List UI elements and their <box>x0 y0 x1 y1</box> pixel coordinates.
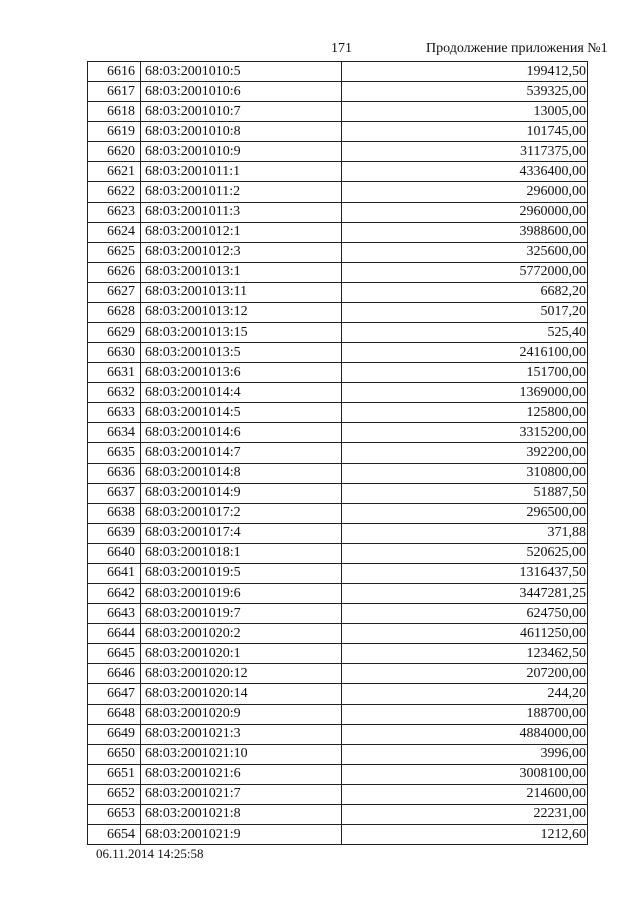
table-row <box>88 82 588 102</box>
row-number-cell: 6640 <box>88 543 141 563</box>
cadastral-value-cell: 4611250,00 <box>342 624 588 644</box>
cadastral-value-cell: 2960000,00 <box>342 202 588 222</box>
cadastral-number-cell: 68:03:2001014:4 <box>141 383 342 403</box>
row-number-cell: 6645 <box>88 644 141 664</box>
table-row <box>88 162 588 182</box>
row-number-cell: 6642 <box>88 584 141 604</box>
cadastral-number-cell: 68:03:2001014:6 <box>141 423 342 443</box>
cadastral-number-cell: 68:03:2001013:15 <box>141 323 342 343</box>
cadastral-number-cell: 68:03:2001021:10 <box>141 744 342 764</box>
table-row <box>88 463 588 483</box>
cadastral-value-cell: 1316437,50 <box>342 563 588 583</box>
table-row <box>88 262 588 282</box>
cadastral-number-cell: 68:03:2001017:2 <box>141 503 342 523</box>
table-row <box>88 443 588 463</box>
print-timestamp: 06.11.2014 14:25:58 <box>96 846 204 861</box>
cadastral-value-cell: 101745,00 <box>342 122 588 142</box>
cadastral-value-cell: 188700,00 <box>342 704 588 724</box>
table-row <box>88 824 588 844</box>
cadastral-value-table <box>87 61 588 845</box>
cadastral-value-cell: 5017,20 <box>342 302 588 322</box>
row-number-cell: 6654 <box>88 824 141 844</box>
cadastral-value-cell: 296500,00 <box>342 503 588 523</box>
cadastral-number-cell: 68:03:2001011:2 <box>141 182 342 202</box>
cadastral-value-cell: 525,40 <box>342 323 588 343</box>
cadastral-value-cell: 520625,00 <box>342 543 588 563</box>
continuation-note: Продолжение приложения №1 <box>426 41 608 56</box>
table-row <box>88 523 588 543</box>
row-number-cell: 6635 <box>88 443 141 463</box>
cadastral-value-cell: 151700,00 <box>342 363 588 383</box>
cadastral-number-cell: 68:03:2001010:8 <box>141 122 342 142</box>
row-number-cell: 6622 <box>88 182 141 202</box>
cadastral-value-cell: 3996,00 <box>342 744 588 764</box>
table-row <box>88 624 588 644</box>
cadastral-value-cell: 207200,00 <box>342 664 588 684</box>
table-row <box>88 503 588 523</box>
row-number-cell: 6646 <box>88 664 141 684</box>
cadastral-value-cell: 3315200,00 <box>342 423 588 443</box>
row-number-cell: 6636 <box>88 463 141 483</box>
cadastral-number-cell: 68:03:2001018:1 <box>141 543 342 563</box>
row-number-cell: 6619 <box>88 122 141 142</box>
cadastral-value-cell: 1369000,00 <box>342 383 588 403</box>
row-number-cell: 6644 <box>88 624 141 644</box>
cadastral-value-cell: 392200,00 <box>342 443 588 463</box>
row-number-cell: 6628 <box>88 302 141 322</box>
cadastral-value-cell: 13005,00 <box>342 102 588 122</box>
table-row <box>88 182 588 202</box>
row-number-cell: 6629 <box>88 323 141 343</box>
row-number-cell: 6639 <box>88 523 141 543</box>
table-row <box>88 744 588 764</box>
cadastral-number-cell: 68:03:2001013:11 <box>141 282 342 302</box>
cadastral-number-cell: 68:03:2001021:6 <box>141 764 342 784</box>
cadastral-number-cell: 68:03:2001021:7 <box>141 784 342 804</box>
row-number-cell: 6616 <box>88 62 141 82</box>
cadastral-number-cell: 68:03:2001013:6 <box>141 363 342 383</box>
table-row <box>88 222 588 242</box>
cadastral-number-cell: 68:03:2001012:1 <box>141 222 342 242</box>
table-row <box>88 724 588 744</box>
table-row <box>88 684 588 704</box>
table-row <box>88 704 588 724</box>
row-number-cell: 6638 <box>88 503 141 523</box>
table-row <box>88 122 588 142</box>
cadastral-value-cell: 4884000,00 <box>342 724 588 744</box>
cadastral-value-cell: 4336400,00 <box>342 162 588 182</box>
table-row <box>88 483 588 503</box>
row-number-cell: 6620 <box>88 142 141 162</box>
cadastral-value-cell: 125800,00 <box>342 403 588 423</box>
cadastral-number-cell: 68:03:2001021:9 <box>141 824 342 844</box>
cadastral-number-cell: 68:03:2001017:4 <box>141 523 342 543</box>
table-row <box>88 302 588 322</box>
table-row <box>88 784 588 804</box>
cadastral-value-cell: 22231,00 <box>342 804 588 824</box>
cadastral-value-cell: 624750,00 <box>342 604 588 624</box>
cadastral-value-cell: 325600,00 <box>342 242 588 262</box>
table-row <box>88 644 588 664</box>
cadastral-value-cell: 539325,00 <box>342 82 588 102</box>
cadastral-number-cell: 68:03:2001014:7 <box>141 443 342 463</box>
cadastral-number-cell: 68:03:2001010:6 <box>141 82 342 102</box>
cadastral-number-cell: 68:03:2001020:9 <box>141 704 342 724</box>
table-row <box>88 363 588 383</box>
row-number-cell: 6634 <box>88 423 141 443</box>
table-row <box>88 202 588 222</box>
cadastral-number-cell: 68:03:2001010:9 <box>141 142 342 162</box>
cadastral-number-cell: 68:03:2001014:5 <box>141 403 342 423</box>
cadastral-number-cell: 68:03:2001021:8 <box>141 804 342 824</box>
cadastral-number-cell: 68:03:2001013:5 <box>141 343 342 363</box>
table-row <box>88 584 588 604</box>
table-row <box>88 804 588 824</box>
row-number-cell: 6637 <box>88 483 141 503</box>
table-row <box>88 242 588 262</box>
cadastral-value-cell: 5772000,00 <box>342 262 588 282</box>
row-number-cell: 6641 <box>88 563 141 583</box>
row-number-cell: 6624 <box>88 222 141 242</box>
cadastral-value-cell: 3988600,00 <box>342 222 588 242</box>
cadastral-value-cell: 296000,00 <box>342 182 588 202</box>
cadastral-number-cell: 68:03:2001013:1 <box>141 262 342 282</box>
cadastral-value-cell: 3447281,25 <box>342 584 588 604</box>
table-row <box>88 323 588 343</box>
cadastral-number-cell: 68:03:2001011:1 <box>141 162 342 182</box>
table-row <box>88 664 588 684</box>
cadastral-value-cell: 244,20 <box>342 684 588 704</box>
table-row <box>88 142 588 162</box>
table-row <box>88 604 588 624</box>
cadastral-number-cell: 68:03:2001021:3 <box>141 724 342 744</box>
row-number-cell: 6618 <box>88 102 141 122</box>
table-row <box>88 102 588 122</box>
row-number-cell: 6627 <box>88 282 141 302</box>
row-number-cell: 6650 <box>88 744 141 764</box>
row-number-cell: 6625 <box>88 242 141 262</box>
table-row <box>88 563 588 583</box>
cadastral-number-cell: 68:03:2001020:1 <box>141 644 342 664</box>
cadastral-number-cell: 68:03:2001020:12 <box>141 664 342 684</box>
table-row <box>88 62 588 82</box>
row-number-cell: 6633 <box>88 403 141 423</box>
row-number-cell: 6648 <box>88 704 141 724</box>
cadastral-number-cell: 68:03:2001012:3 <box>141 242 342 262</box>
table-row <box>88 403 588 423</box>
cadastral-value-cell: 6682,20 <box>342 282 588 302</box>
cadastral-number-cell: 68:03:2001019:6 <box>141 584 342 604</box>
cadastral-number-cell: 68:03:2001020:2 <box>141 624 342 644</box>
cadastral-value-cell: 3008100,00 <box>342 764 588 784</box>
row-number-cell: 6649 <box>88 724 141 744</box>
row-number-cell: 6643 <box>88 604 141 624</box>
cadastral-number-cell: 68:03:2001014:9 <box>141 483 342 503</box>
cadastral-value-cell: 1212,60 <box>342 824 588 844</box>
cadastral-value-cell: 3117375,00 <box>342 142 588 162</box>
cadastral-value-cell: 51887,50 <box>342 483 588 503</box>
row-number-cell: 6651 <box>88 764 141 784</box>
cadastral-value-cell: 310800,00 <box>342 463 588 483</box>
cadastral-number-cell: 68:03:2001010:5 <box>141 62 342 82</box>
cadastral-value-cell: 123462,50 <box>342 644 588 664</box>
cadastral-value-cell: 214600,00 <box>342 784 588 804</box>
cadastral-number-cell: 68:03:2001020:14 <box>141 684 342 704</box>
row-number-cell: 6630 <box>88 343 141 363</box>
cadastral-value-cell: 371,88 <box>342 523 588 543</box>
cadastral-value-cell: 2416100,00 <box>342 343 588 363</box>
table-row <box>88 282 588 302</box>
page-number: 171 <box>331 41 352 56</box>
table-row <box>88 764 588 784</box>
table-row <box>88 343 588 363</box>
row-number-cell: 6626 <box>88 262 141 282</box>
row-number-cell: 6647 <box>88 684 141 704</box>
cadastral-value-cell: 199412,50 <box>342 62 588 82</box>
cadastral-number-cell: 68:03:2001011:3 <box>141 202 342 222</box>
row-number-cell: 6623 <box>88 202 141 222</box>
table-row <box>88 423 588 443</box>
cadastral-number-cell: 68:03:2001010:7 <box>141 102 342 122</box>
table-row <box>88 543 588 563</box>
row-number-cell: 6652 <box>88 784 141 804</box>
row-number-cell: 6653 <box>88 804 141 824</box>
row-number-cell: 6632 <box>88 383 141 403</box>
cadastral-number-cell: 68:03:2001013:12 <box>141 302 342 322</box>
row-number-cell: 6621 <box>88 162 141 182</box>
cadastral-number-cell: 68:03:2001019:5 <box>141 563 342 583</box>
cadastral-number-cell: 68:03:2001019:7 <box>141 604 342 624</box>
row-number-cell: 6617 <box>88 82 141 102</box>
row-number-cell: 6631 <box>88 363 141 383</box>
table-row <box>88 383 588 403</box>
cadastral-number-cell: 68:03:2001014:8 <box>141 463 342 483</box>
